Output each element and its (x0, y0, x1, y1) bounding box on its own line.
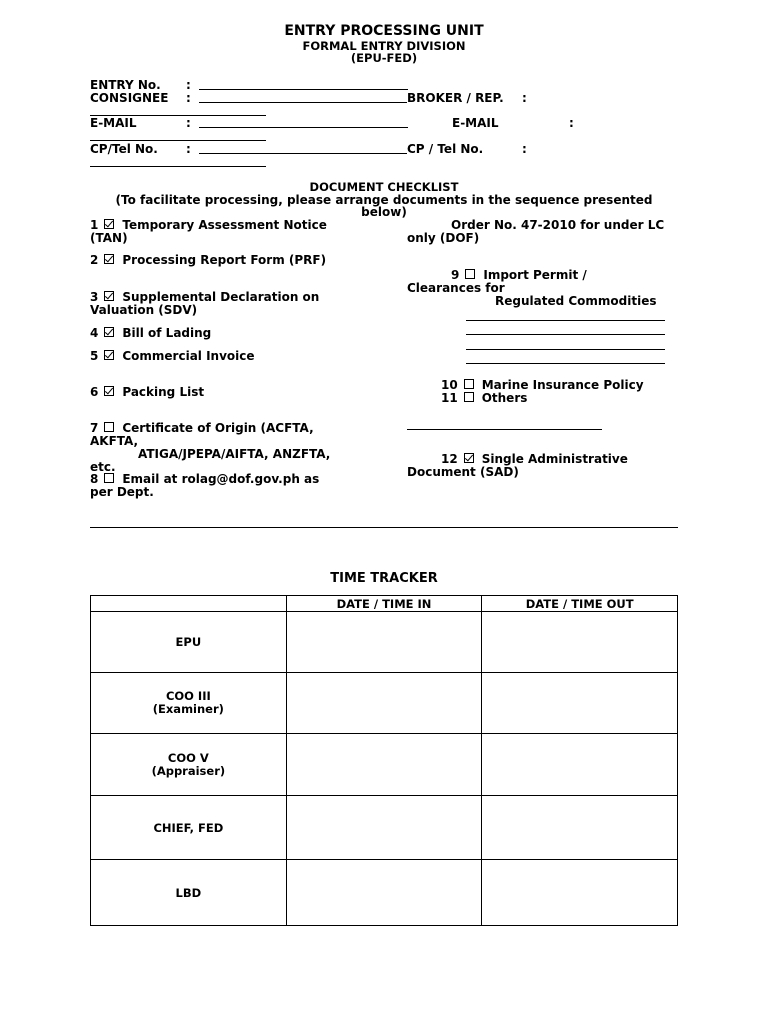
cp-tel-field[interactable] (199, 153, 407, 154)
permit-line-4[interactable] (466, 363, 665, 364)
checkbox-unchecked-icon[interactable] (104, 422, 114, 432)
broker-label: BROKER / REP. (407, 91, 504, 105)
email2-label: E-MAIL (452, 116, 499, 130)
consignee-field[interactable] (199, 102, 407, 103)
table-header-row (91, 596, 678, 612)
time-in-cell[interactable] (286, 612, 482, 673)
time-out-cell[interactable] (482, 734, 678, 796)
checklist-item-12[interactable]: 12 Single Administrative Document (SAD) (407, 452, 628, 479)
column-header-stage (91, 596, 287, 612)
cp-tel2-colon: : (522, 142, 527, 156)
table-row (91, 612, 678, 673)
order-note: Order No. 47-2010 for under LC only (DOF) (407, 218, 665, 245)
entry-no-label: ENTRY No. (90, 78, 161, 92)
checklist-instruction-cont: below) (361, 205, 407, 219)
time-out-cell[interactable] (482, 796, 678, 860)
time-in-cell[interactable] (286, 796, 482, 860)
time-in-cell[interactable] (286, 673, 482, 734)
cp-tel2-label: CP / Tel No. (407, 142, 484, 156)
checklist-item-1[interactable]: 1 Temporary Assessment Notice (TAN) (90, 218, 327, 245)
checkbox-unchecked-icon[interactable] (104, 473, 114, 483)
permit-line-2[interactable] (466, 334, 665, 335)
consignee-label: CONSIGNEE (90, 91, 169, 105)
checklist-item-6[interactable]: 6 Packing List (90, 385, 205, 399)
email2-field[interactable] (90, 140, 266, 141)
checklist-item-11[interactable]: 11 Others (441, 391, 528, 405)
broker-colon: : (522, 91, 527, 105)
checklist-item-10[interactable]: 10 Marine Insurance Policy (441, 378, 644, 392)
time-out-cell[interactable] (482, 860, 678, 926)
form-code: (EPU-FED) (350, 51, 418, 65)
checkbox-checked-icon[interactable] (104, 291, 114, 301)
time-out-cell[interactable] (482, 612, 678, 673)
checkbox-unchecked-icon[interactable] (465, 269, 475, 279)
column-header-time-out: DATE / TIME OUT (482, 596, 678, 612)
entry-no-colon: : (186, 78, 191, 92)
row-label: EPU (91, 612, 287, 673)
checkbox-checked-icon[interactable] (104, 254, 114, 264)
permit-line-3[interactable] (466, 349, 665, 350)
time-tracker-title: TIME TRACKER (330, 571, 438, 586)
email-label: E-MAIL (90, 116, 137, 130)
entry-no-field[interactable] (199, 89, 408, 90)
checklist-item-9[interactable]: 9 Import Permit / Clearances for Regulated Commodities (407, 268, 657, 308)
checkbox-checked-icon[interactable] (464, 453, 474, 463)
checkbox-checked-icon[interactable] (104, 386, 114, 396)
checkbox-checked-icon[interactable] (104, 219, 114, 229)
checklist-item-5[interactable]: 5 Commercial Invoice (90, 349, 255, 363)
table-row (91, 673, 678, 734)
checklist-title: DOCUMENT CHECKLIST (309, 180, 459, 194)
row-label: CHIEF, FED (91, 796, 287, 860)
table-row (91, 860, 678, 926)
checkbox-checked-icon[interactable] (104, 350, 114, 360)
others-field[interactable] (407, 429, 602, 430)
form-title: ENTRY PROCESSING UNIT (284, 23, 484, 39)
email-colon: : (186, 116, 191, 130)
email2-colon: : (569, 116, 574, 130)
cp-tel-label: CP/Tel No. (90, 142, 158, 156)
checklist-item-4[interactable]: 4 Bill of Lading (90, 326, 212, 340)
checkbox-checked-icon[interactable] (104, 327, 114, 337)
column-header-time-in: DATE / TIME IN (286, 596, 482, 612)
checklist-item-8[interactable]: 8 Email at rolag@dof.gov.ph as per Dept. (90, 472, 320, 499)
checklist-instruction: (To facilitate processing, please arrange documents in the sequence presented (115, 193, 653, 207)
table-row (91, 734, 678, 796)
checkbox-unchecked-icon[interactable] (464, 392, 474, 402)
row-label: LBD (91, 860, 287, 926)
time-out-cell[interactable] (482, 673, 678, 734)
table-row (91, 796, 678, 860)
consignee-colon: : (186, 91, 191, 105)
row-label: COO III (Examiner) (91, 673, 287, 734)
section-divider (90, 527, 678, 528)
time-in-cell[interactable] (286, 734, 482, 796)
form-subtitle: FORMAL ENTRY DIVISION (302, 39, 466, 53)
checklist-item-7[interactable]: 7 Certificate of Origin (ACFTA, AKFTA, ATIGA/JPEPA/AIFTA, ANZFTA, etc. (90, 421, 331, 474)
checklist-item-2[interactable]: 2 Processing Report Form (PRF) (90, 253, 327, 267)
checkbox-unchecked-icon[interactable] (464, 379, 474, 389)
email-field[interactable] (199, 127, 408, 128)
time-tracker-table (90, 595, 678, 926)
row-label: COO V (Appraiser) (91, 734, 287, 796)
checklist-item-3[interactable]: 3 Supplemental Declaration on Valuation (SDV) (90, 290, 320, 317)
cp-tel-colon: : (186, 142, 191, 156)
time-in-cell[interactable] (286, 860, 482, 926)
cp-tel2-field[interactable] (90, 166, 266, 167)
permit-line-1[interactable] (466, 320, 665, 321)
